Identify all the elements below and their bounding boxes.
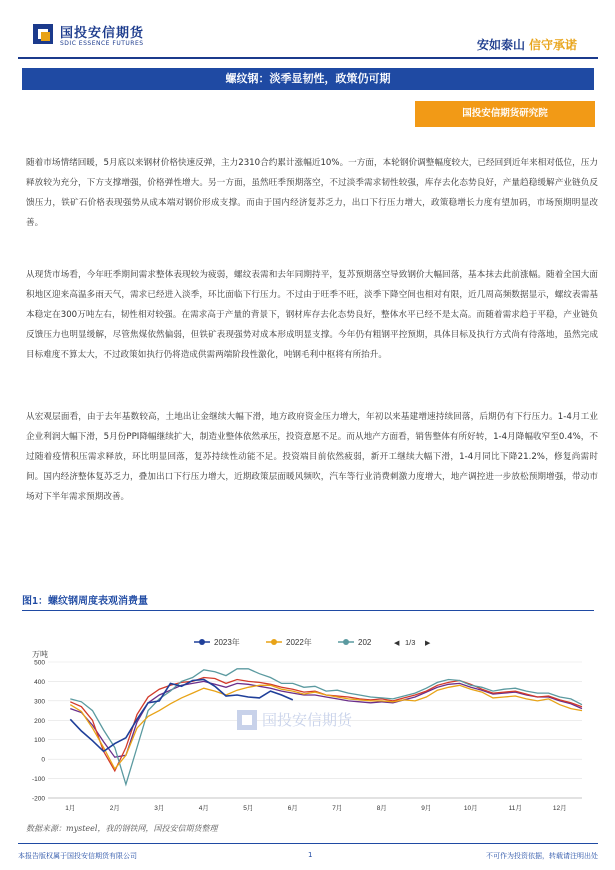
figure-divider [22,610,594,611]
x-tick-label: 11月 [508,805,522,812]
figure-title: 图1：螺纹钢周度表观消费量 [22,596,149,607]
y-tick-label: -100 [31,776,45,784]
x-tick-label: 8月 [376,805,387,812]
legend-marker [271,639,277,645]
y-tick-label: -200 [31,795,45,803]
y-tick-label: 200 [34,717,45,725]
company-name: 国投安信期货 [60,26,145,41]
y-tick-label: 300 [34,698,45,706]
x-tick-label: 2月 [109,805,120,812]
watermark-text: 国投安信期货 [262,712,353,729]
x-tick-label: 1月 [65,805,76,812]
paragraph-3: 从宏观层面看，由于去年基数较高，土地出让金继续大幅下滑，地方政府资金压力增大，年初以来基建增速持续回落，后期仍有下行压力。1-4月工业企业利润大幅下滑，5月份PPI降幅继续扩大，制造业整体依然承压，投资意愿不足。而从地产方面看，销售整体有所好转，1-4月降幅收窄至0.4%，不过随着疫情积压需求释放，环比明显回落，复苏持续性动能不足。投资端目前依然疲弱，新开工继续大幅下滑，1-4月同比下降21.2%，修复尚需时间。国内经济整体复苏乏力，叠加出口下行压力增大，近期政策层面暖风频吹，汽车等行业消费刺激力度增大，地产调控进一步放松预期增强，带动市场对下半年需求预期改善。 [26,412,598,502]
y-tick-label: 0 [41,756,45,764]
data-source: 数据来源：mysteel，我的钢铁网，国投安信期货整理 [26,824,218,833]
y-tick-label: 100 [34,737,45,745]
footer-divider [18,843,598,844]
legend-marker [199,639,205,645]
consumption-chart [22,620,594,820]
legend-marker [343,639,349,645]
slogan-part2: 信守承诺 [528,38,577,52]
company-logo-icon [33,24,53,44]
x-tick-label: 4月 [198,805,209,812]
x-tick-label: 5月 [243,805,254,812]
footer-disclaimer: 不可作为投资依据，转载请注明出处 [486,852,598,860]
series-line-0 [70,680,292,752]
footer-copyright: 本报告版权属于国投安信期货有限公司 [18,852,137,860]
legend-label: 2022年 [286,638,312,647]
x-tick-label: 3月 [154,805,165,812]
x-tick-label: 10月 [463,805,478,812]
legend-prev-icon: ◀ [394,639,400,647]
paragraph-1: 随着市场情绪回暖，5月底以来钢材价格快速反弹，主力2310合约累计涨幅近10%。一方面，本轮钢价调整幅度较大，已经回到近年来相对低位，压力释放较为充分，下方支撑增强，价格弹性增大。另一方面，虽然旺季预期落空，不过淡季需求韧性较强，库存去化态势良好，产量趋稳缓解产业链负反馈压力，铁矿石价格表现强势从成本端对钢价形成支撑。而由于国内经济复苏乏力，出口下行压力增大，政策稳增长力度有望加码，市场预期明显改善。 [26,158,598,228]
slogan-part1: 安如泰山 [476,38,525,52]
slogan [477,36,577,53]
x-tick-label: 7月 [332,805,343,812]
legend-label: 202 [358,638,372,647]
header-divider [18,57,598,59]
company-name-en: SDIC ESSENCE FUTURES [60,40,144,47]
paragraph-2: 从现货市场看，今年旺季期间需求整体表现较为疲弱，螺纹表需和去年同期持平，复苏预期落空导致钢价大幅回落，基本抹去此前涨幅。随着全国大面积地区迎来高温多雨天气，需求已经进入淡季，环比面临下行压力。不过由于旺季不旺，淡季下降空间也相对有限，近几周高频数据显示，螺纹表需基本稳定在300万吨左右，韧性相对较强。在需求高于产量的背景下，钢材库存去化态势良好，整体水平已经不是太高。而随着需求趋于平稳，产业链负反馈压力也明显缓解，尽管焦煤依然偏弱，但铁矿表现强势对成本形成明显支撑。今年仍有粗钢平控预期，具体目标及执行方式尚有待落地，虽然完成目标难度不算太大，不过政策如执行仍将造成供需两端阶段性激化，吨钢毛利中枢将有所抬升。 [26,270,598,360]
chart-container [22,620,594,820]
legend-page: 1/3 [405,638,416,647]
report-title: 螺纹钢：淡季显韧性，政策仍可期 [22,68,594,90]
legend-next-icon: ▶ [425,639,431,647]
page-number: 1 [308,851,313,859]
legend-label: 2023年 [214,638,240,647]
page-header [0,0,615,58]
x-tick-label: 6月 [287,805,298,812]
chart-legend [194,637,431,647]
x-tick-label: 12月 [552,805,567,812]
y-tick-label: 500 [34,659,45,667]
y-axis-label: 万吨 [32,650,48,659]
y-tick-label: 400 [34,678,45,686]
chart-watermark [237,710,353,730]
org-badge: 国投安信期货研究院 [415,101,595,127]
x-tick-label: 9月 [421,805,432,812]
